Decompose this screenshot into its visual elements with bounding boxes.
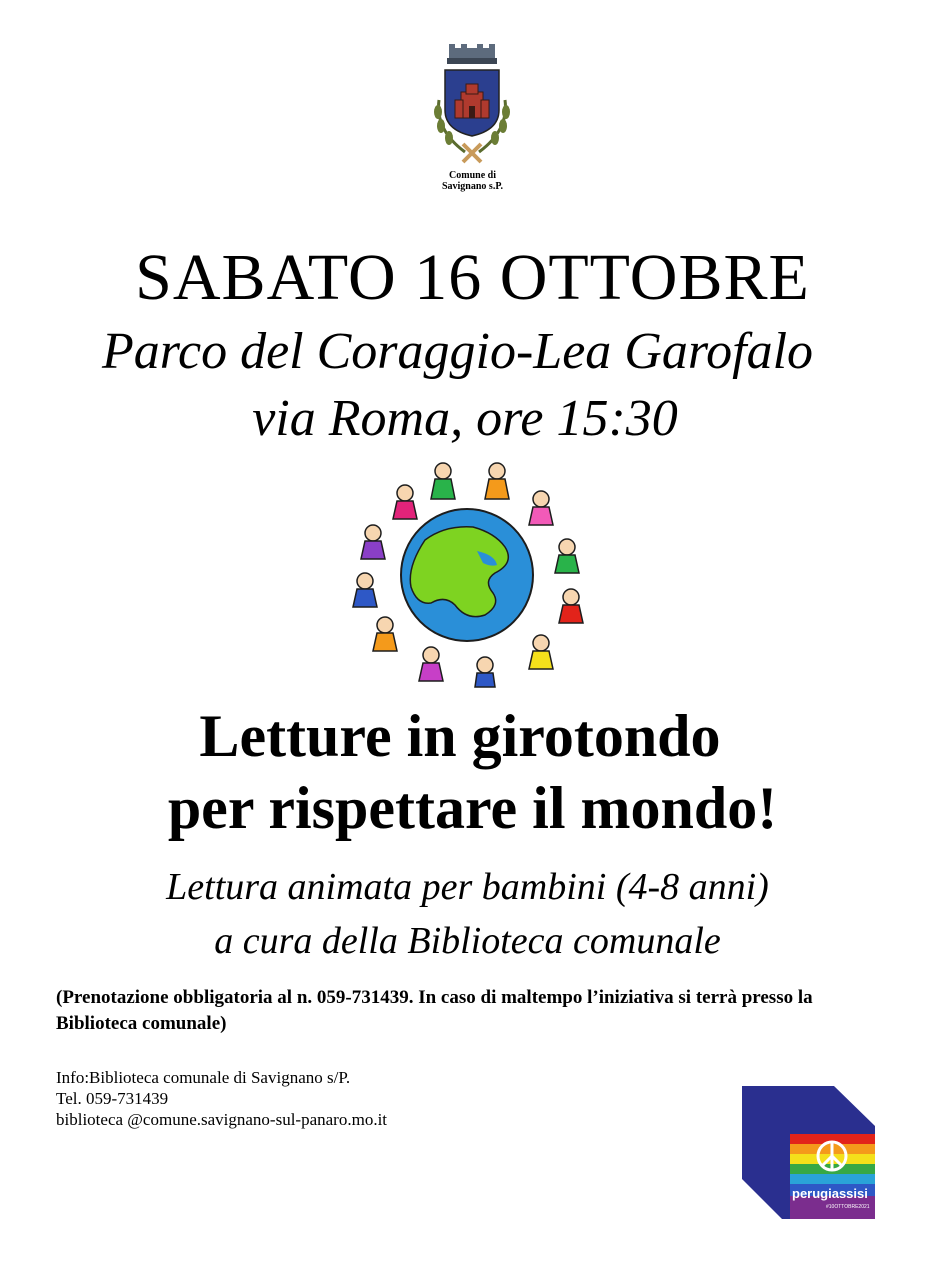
subtitle bbox=[0, 860, 935, 968]
event-place: Parco del Coraggio-Lea Garofalo bbox=[101, 323, 814, 380]
crest-caption-line1: Comune di bbox=[449, 170, 496, 181]
info-phone: Tel. 059-731439 bbox=[56, 1089, 169, 1108]
headline bbox=[0, 700, 945, 844]
globe-illustration bbox=[345, 455, 600, 690]
booking-notice: (Prenotazione obbligatoria al n. 059-731439. In caso di maltempo l’iniziativa si terrà presso la Biblioteca comunale) bbox=[56, 987, 813, 1034]
headline-line2: per rispettare il mondo! bbox=[167, 775, 778, 841]
crest-caption bbox=[400, 170, 545, 192]
info-email: biblioteca @comune.savignano-sul-panaro.mo.it bbox=[56, 1110, 388, 1129]
contact-info bbox=[56, 1067, 656, 1130]
headline-line1: Letture in girotondo bbox=[199, 703, 721, 769]
crest-caption-line2: Savignano s.P. bbox=[441, 181, 504, 192]
event-date: SABATO 16 OTTOBRE bbox=[135, 241, 810, 314]
subtitle-line2: a cura della Biblioteca comunale bbox=[214, 920, 721, 962]
subtitle-line1: Lettura animata per bambini (4-8 anni) bbox=[166, 866, 769, 908]
logo-brand-text: perugiassisi bbox=[792, 1186, 868, 1201]
info-line1: Info:Biblioteca comunale di Savignano s/P. bbox=[56, 1068, 351, 1087]
logo-tag-text: #10OTTOBRE2021 bbox=[826, 1204, 870, 1210]
perugiassisi-logo bbox=[742, 1086, 875, 1219]
event-time: via Roma, ore 15:30 bbox=[252, 390, 678, 447]
